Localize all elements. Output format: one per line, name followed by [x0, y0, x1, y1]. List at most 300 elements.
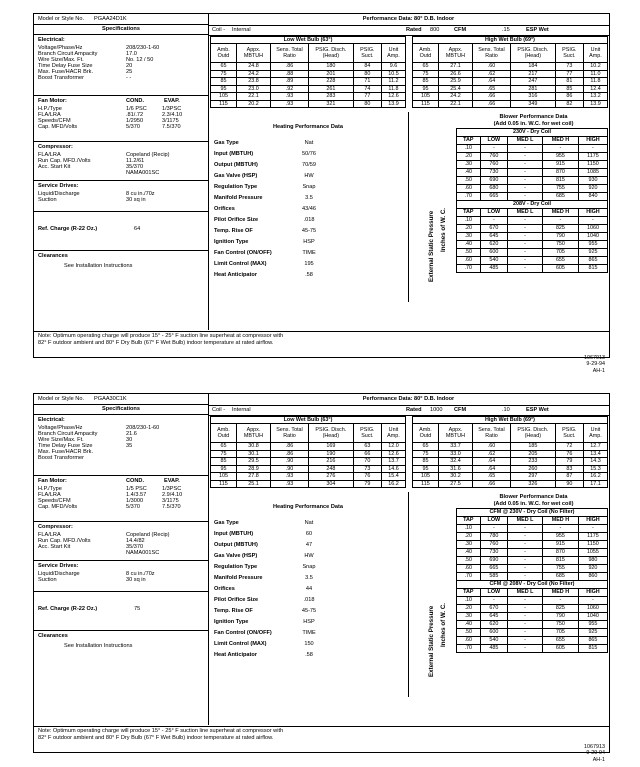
- table-cell: 600: [480, 629, 507, 637]
- table-cell: 26.6: [438, 70, 472, 78]
- table-cell: 95: [211, 465, 237, 473]
- table-cell: 260: [510, 465, 555, 473]
- table-cell: 12.0: [381, 443, 405, 451]
- table-cell: 65: [413, 443, 439, 451]
- table-cell: 71: [353, 78, 381, 86]
- table-cell: -: [508, 613, 543, 621]
- table-cell: 283: [308, 93, 353, 101]
- column-header: Sens. Total Ratio: [271, 424, 309, 443]
- table-cell: -: [508, 265, 543, 273]
- table-cell: 9.6: [381, 63, 405, 71]
- heating-value: 44: [305, 586, 313, 593]
- table-row: [457, 185, 608, 193]
- table-row: [457, 225, 608, 233]
- table-cell: 790: [542, 233, 578, 241]
- spec-evap-value: 2.9/4.10: [162, 492, 183, 498]
- table-cell: 17.1: [583, 480, 607, 488]
- heating-value: TIME: [302, 250, 316, 257]
- spec-sheet: [33, 13, 610, 374]
- heating-row: [214, 529, 324, 540]
- table-cell: 815: [542, 177, 578, 185]
- heating-key: Limit Control (MAX): [214, 641, 267, 648]
- table-cell: -: [480, 145, 507, 153]
- spec-key: Cap. MFD/Volts: [38, 504, 78, 510]
- table-cell: 760: [480, 153, 507, 161]
- heating-key: Limit Control (MAX): [214, 261, 267, 268]
- table-cell: 14.3: [583, 458, 607, 466]
- heating-row: [214, 193, 324, 204]
- column-header: PSIG. Suct.: [555, 424, 583, 443]
- table-cell: -: [508, 233, 543, 241]
- table-cell: .89: [271, 78, 309, 86]
- table-cell: 27.1: [438, 63, 472, 71]
- heating-row: [214, 584, 324, 595]
- table-cell: 33.0: [438, 450, 472, 458]
- note-line-1: Note: Optimum operating charge will produce 15° - 25° F suction line superheat at compressor with: [38, 728, 284, 734]
- spec-cond-value: 5/370: [126, 504, 140, 510]
- table-cell: 304: [308, 480, 353, 488]
- fan-motor-section: [34, 476, 208, 522]
- spec-key: Run Cap. MFD./Volts: [38, 538, 91, 544]
- electrical-section: [34, 35, 208, 96]
- table-cell: 1150: [578, 541, 607, 549]
- blower-column-header: TAP: [457, 137, 481, 145]
- table-cell: 85: [211, 78, 237, 86]
- table-cell: .20: [457, 153, 481, 161]
- table-cell: .20: [457, 605, 481, 613]
- table-cell: 655: [542, 257, 578, 265]
- table-cell: .64: [473, 465, 511, 473]
- model-label: Model or Style No.: [38, 16, 85, 22]
- high-wet-bulb-title: High Wet Bulb (69°): [413, 37, 608, 44]
- blower-caption: 230V - Dry Coil: [457, 129, 608, 137]
- heating-title: Heating Performance Data: [273, 504, 343, 510]
- table-row: [457, 549, 608, 557]
- table-cell: 65: [211, 443, 237, 451]
- table-cell: 1040: [578, 613, 607, 621]
- high-wet-bulb-table: [412, 416, 608, 488]
- blower-column-header: HIGH: [578, 517, 607, 525]
- table-cell: .30: [457, 233, 481, 241]
- spec-evap-value: 1/3PSC: [162, 486, 182, 492]
- table-cell: 780: [480, 533, 507, 541]
- table-cell: 74: [353, 85, 381, 93]
- coil-label: Coil -: [212, 407, 226, 413]
- table-cell: -: [508, 153, 543, 161]
- table-cell: 16.2: [381, 480, 405, 488]
- table-cell: 85: [555, 85, 583, 93]
- spec-key: Cap. MFD/Volts: [38, 124, 78, 130]
- table-cell: 27.5: [438, 480, 472, 488]
- table-cell: -: [508, 257, 543, 265]
- spec-key: Acc. Start Kit: [38, 544, 71, 550]
- table-cell: 22.1: [236, 93, 270, 101]
- blower-column-header: MED L: [508, 517, 543, 525]
- table-cell: 1150: [578, 161, 607, 169]
- spec-key: Wire Size/Max. Ft.: [38, 437, 84, 443]
- cfm-label: CFM: [454, 27, 467, 33]
- ref-charge-label: Ref. Charge (R-22 Oz.): [38, 606, 98, 612]
- spec-value: 30: [126, 437, 133, 443]
- table-cell: 915: [542, 161, 578, 169]
- esp-axis-label: External Static Pressure: [428, 605, 435, 677]
- heating-title: Heating Performance Data: [273, 124, 343, 130]
- table-row: [211, 443, 406, 451]
- table-cell: .65: [473, 473, 511, 481]
- spec-row: [38, 550, 162, 556]
- table-row: [457, 645, 608, 653]
- heating-row: [214, 248, 324, 259]
- heating-value: 3.5: [305, 195, 313, 202]
- table-cell: .62: [473, 70, 511, 78]
- table-row: [211, 70, 406, 78]
- blower-column-header: LOW: [480, 137, 507, 145]
- table-cell: .50: [457, 249, 481, 257]
- table-row: [457, 145, 608, 153]
- heating-key: Gas Valve (HSP): [214, 173, 258, 180]
- table-cell: 685: [542, 193, 578, 201]
- spec-cond-value: 1/3000: [126, 498, 144, 504]
- heating-row: [214, 606, 324, 617]
- spec-value: 21.6: [126, 431, 137, 437]
- compressor-title: Compressor:: [38, 524, 73, 530]
- coil-row: [208, 25, 609, 36]
- spec-value: 8 cu in./70z: [126, 571, 155, 577]
- table-cell: 13.9: [381, 100, 405, 108]
- table-cell: 12.6: [381, 93, 405, 101]
- table-row: [413, 458, 608, 466]
- heating-value: .018: [303, 217, 315, 224]
- heating-key: Fan Control (ON/OFF): [214, 630, 272, 637]
- reference-line: AH-1: [592, 756, 605, 763]
- heating-row: [214, 573, 324, 584]
- spec-key: Wire Size/Max. Ft.: [38, 57, 84, 63]
- table-cell: -: [508, 145, 543, 153]
- table-cell: -: [542, 597, 578, 605]
- table-cell: 1060: [578, 605, 607, 613]
- heating-value: TIME: [302, 630, 316, 637]
- column-header: Amb. Outd: [211, 44, 237, 63]
- table-row: [457, 629, 608, 637]
- table-cell: .60: [473, 63, 511, 71]
- table-cell: 79: [353, 480, 381, 488]
- table-row: [413, 473, 608, 481]
- coil-label: Coil -: [212, 27, 226, 33]
- rated-label: Rated: [406, 27, 422, 33]
- heating-row: [214, 650, 324, 661]
- column-header: PSIG. Disch. (Head): [308, 424, 353, 443]
- table-cell: .50: [457, 557, 481, 565]
- table-cell: 10.5: [381, 70, 405, 78]
- charge-note: [38, 333, 605, 347]
- column-header: Sens. Total Ratio: [271, 44, 309, 63]
- spec-key: Time Delay Fuse Size: [38, 63, 93, 69]
- heating-key: Heat Anticipator: [214, 652, 257, 659]
- performance-panel: [208, 394, 609, 725]
- heating-key: Ignition Type: [214, 239, 249, 246]
- table-cell: 23.8: [236, 78, 270, 86]
- table-cell: 12.4: [583, 85, 607, 93]
- table-cell: 815: [542, 557, 578, 565]
- spec-value: NAMA001SC: [126, 170, 160, 176]
- table-row: [457, 541, 608, 549]
- blower-subtitle: (Add 0.05 in. W.C. for wet coil): [493, 501, 574, 507]
- table-cell: .60: [473, 443, 511, 451]
- table-cell: 105: [413, 473, 439, 481]
- heating-value: 3.5: [305, 575, 313, 582]
- table-cell: 12.6: [381, 450, 405, 458]
- heating-performance-list: [214, 138, 324, 281]
- table-cell: .70: [457, 193, 481, 201]
- table-cell: 70: [353, 458, 381, 466]
- table-cell: 115: [413, 480, 439, 488]
- heating-row: [214, 259, 324, 270]
- column-header: Amb. Outd: [413, 44, 439, 63]
- table-cell: .92: [271, 85, 309, 93]
- model-number: PGAA24D1K: [94, 16, 127, 22]
- spec-cond-value: 1/6 PSC: [126, 106, 147, 112]
- table-cell: 1175: [578, 153, 607, 161]
- heating-key: Ignition Type: [214, 619, 249, 626]
- reference-line: 9-29-94: [586, 361, 605, 368]
- coil-value: Internal: [232, 407, 251, 413]
- table-row: [457, 573, 608, 581]
- table-row: [457, 161, 608, 169]
- blower-subtitle: (Add 0.05 in. W.C. for wet coil): [493, 121, 574, 127]
- spec-key: FLA/LRA: [38, 492, 61, 498]
- table-cell: 690: [480, 557, 507, 565]
- table-cell: 169: [308, 443, 353, 451]
- table-row: [457, 621, 608, 629]
- heating-value: Nat: [304, 520, 314, 527]
- table-cell: -: [578, 597, 607, 605]
- table-cell: .20: [457, 533, 481, 541]
- heating-key: Gas Valve (HSP): [214, 553, 258, 560]
- table-cell: 316: [510, 93, 555, 101]
- spec-key: Time Delay Fuse Size: [38, 443, 93, 449]
- table-row: [413, 93, 608, 101]
- specifications-title: Specifications: [34, 24, 208, 35]
- heating-value: HSP: [303, 239, 315, 246]
- blower-column-header: LOW: [480, 517, 507, 525]
- spec-value: 17.0: [126, 51, 137, 57]
- heating-value: .58: [305, 272, 313, 279]
- column-header: Unit Amp.: [381, 44, 405, 63]
- table-row: [457, 597, 608, 605]
- spec-key: H.P./Type: [38, 486, 62, 492]
- heating-row: [214, 595, 324, 606]
- table-cell: 105: [211, 93, 237, 101]
- table-cell: 201: [308, 70, 353, 78]
- spec-value: 208/230-1-60: [126, 425, 160, 431]
- heating-key: Regulation Type: [214, 564, 258, 571]
- table-row: [457, 637, 608, 645]
- spec-evap-value: 1/3PSC: [162, 106, 182, 112]
- heating-row: [214, 215, 324, 226]
- table-cell: .40: [457, 621, 481, 629]
- table-row: [457, 605, 608, 613]
- heating-key: Manifold Pressure: [214, 575, 263, 582]
- evap-header: EVAP.: [164, 98, 180, 104]
- table-cell: 1060: [578, 225, 607, 233]
- heating-row: [214, 628, 324, 639]
- heating-value: Snap: [302, 564, 316, 571]
- model-number: PGAA30C1K: [94, 396, 127, 402]
- spec-cond-value: 1/2950: [126, 118, 144, 124]
- table-row: [413, 465, 608, 473]
- esp-axis-label: External Static Pressure: [428, 210, 435, 282]
- table-cell: 755: [542, 565, 578, 573]
- table-cell: .60: [457, 257, 481, 265]
- table-row: [211, 473, 406, 481]
- heating-key: Input (MBTUH): [214, 151, 254, 158]
- heating-row: [214, 551, 324, 562]
- esp-value: .10: [502, 407, 510, 413]
- table-cell: -: [508, 525, 543, 533]
- spec-cond-value: 5/370: [126, 124, 140, 130]
- blower-title: Blower Performance Data: [499, 494, 568, 500]
- table-cell: 13.4: [583, 450, 607, 458]
- heating-value: HW: [304, 553, 314, 560]
- table-cell: 665: [480, 565, 507, 573]
- table-cell: 85: [413, 458, 439, 466]
- spec-key: Liquid/Discharge: [38, 191, 80, 197]
- table-cell: -: [508, 557, 543, 565]
- table-cell: 620: [480, 241, 507, 249]
- clearances-title: Clearances: [38, 253, 68, 259]
- coil-value: Internal: [232, 27, 251, 33]
- table-cell: 760: [480, 161, 507, 169]
- heating-value: 45-75: [301, 228, 317, 235]
- heating-value: 45-75: [301, 608, 317, 615]
- table-cell: -: [508, 549, 543, 557]
- spec-row: [38, 124, 198, 130]
- table-cell: 105: [211, 473, 237, 481]
- table-row: [457, 177, 608, 185]
- heating-row: [214, 182, 324, 193]
- table-cell: .50: [457, 177, 481, 185]
- table-cell: 730: [480, 169, 507, 177]
- table-cell: .40: [457, 549, 481, 557]
- heating-performance-list: [214, 518, 324, 661]
- table-cell: -: [480, 525, 507, 533]
- spec-value: 35: [126, 443, 133, 449]
- table-cell: -: [508, 597, 543, 605]
- fan-motor-title: Fan Motor:: [38, 478, 67, 484]
- specifications-title: Specifications: [34, 404, 208, 415]
- table-cell: 185: [510, 443, 555, 451]
- table-cell: -: [508, 533, 543, 541]
- table-cell: -: [508, 565, 543, 573]
- column-header: Unit Amp.: [583, 44, 607, 63]
- table-cell: .93: [271, 480, 309, 488]
- ref-charge-section: [34, 592, 208, 631]
- table-cell: 11.8: [381, 85, 405, 93]
- table-cell: 24.8: [236, 63, 270, 71]
- table-cell: .65: [473, 85, 511, 93]
- table-cell: 73: [353, 465, 381, 473]
- blower-column-header: MED H: [542, 589, 578, 597]
- table-cell: -: [480, 597, 507, 605]
- table-cell: -: [508, 225, 543, 233]
- heating-value: 50/76: [302, 151, 316, 158]
- table-row: [457, 613, 608, 621]
- column-header: Sens. Total Ratio: [473, 44, 511, 63]
- specifications-panel: [34, 394, 209, 725]
- table-cell: .20: [457, 225, 481, 233]
- table-cell: 12.7: [583, 443, 607, 451]
- table-cell: .70: [457, 265, 481, 273]
- table-cell: 281: [510, 85, 555, 93]
- table-cell: 65: [211, 63, 237, 71]
- table-cell: 13.9: [583, 100, 607, 108]
- table-cell: 77: [555, 70, 583, 78]
- blower-column-header: HIGH: [578, 137, 607, 145]
- low-wet-bulb-title: Low Wet Bulb (63°): [211, 37, 406, 44]
- low-wet-bulb-table: [210, 416, 406, 488]
- table-cell: 670: [480, 225, 507, 233]
- table-cell: 605: [542, 645, 578, 653]
- table-cell: 705: [542, 249, 578, 257]
- heating-key: Temp. Rise OF: [214, 608, 253, 615]
- spec-key: Suction: [38, 577, 57, 583]
- table-cell: 705: [542, 629, 578, 637]
- spec-key: Voltage/Phase/Hz: [38, 45, 83, 51]
- heating-row: [214, 270, 324, 281]
- heating-key: Fan Control (ON/OFF): [214, 250, 272, 257]
- table-cell: .86: [271, 450, 309, 458]
- table-cell: 920: [578, 565, 607, 573]
- table-cell: .64: [473, 78, 511, 86]
- electrical-title: Electrical:: [38, 37, 65, 43]
- spec-value: 208/230-1-60: [126, 45, 160, 51]
- column-header: Amb. Outd: [413, 424, 439, 443]
- heating-row: [214, 540, 324, 551]
- table-cell: 655: [542, 637, 578, 645]
- spec-key: Max. Fuse/HACR Brk.: [38, 449, 94, 455]
- heating-row: [214, 138, 324, 149]
- table-cell: 28.9: [236, 465, 270, 473]
- blower-column-header: MED H: [542, 517, 578, 525]
- table-cell: 14.6: [381, 465, 405, 473]
- heating-row: [214, 518, 324, 529]
- spec-key: Acc. Start Kit: [38, 164, 71, 170]
- spec-cond-value: 1.4/3.57: [126, 492, 147, 498]
- table-row: [211, 465, 406, 473]
- heating-value: Snap: [302, 184, 316, 191]
- spec-key: Run Cap. MFD./Volts: [38, 158, 91, 164]
- performance-title: Performance Data: 80° D.B. Indoor: [362, 16, 455, 22]
- rated-value: 800: [430, 27, 440, 33]
- spec-row: [38, 197, 162, 203]
- heating-key: Gas Type: [214, 520, 239, 527]
- blower-column-header: LOW: [480, 589, 507, 597]
- low-wet-bulb-table: [210, 36, 406, 108]
- ref-charge-value: 75: [134, 606, 141, 612]
- table-cell: 87: [555, 473, 583, 481]
- spec-key: H.P./Type: [38, 106, 62, 112]
- heating-key: Heat Anticipator: [214, 272, 257, 279]
- heating-value: 70/59: [302, 162, 316, 169]
- clearances-section: [34, 631, 208, 661]
- spec-evap-value: 3/1175: [162, 498, 179, 504]
- table-row: [211, 480, 406, 488]
- table-cell: 11.2: [381, 78, 405, 86]
- specifications-panel: [34, 14, 209, 330]
- spec-value: - -: [126, 75, 132, 81]
- table-cell: 920: [578, 185, 607, 193]
- table-row: [413, 85, 608, 93]
